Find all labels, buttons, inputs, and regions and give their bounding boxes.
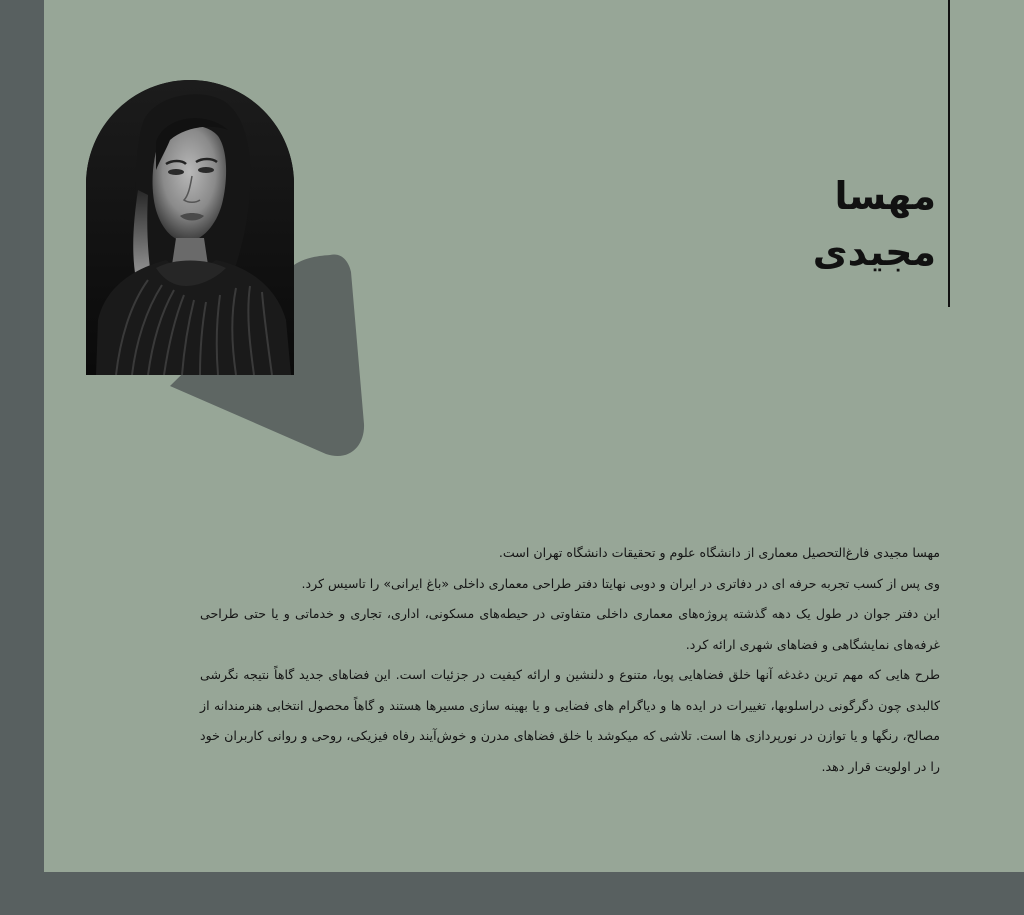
bio-paragraph: طرح هایی که مهم ترین دغدغه آنها خلق فضاهایی پویا، متنوع و دلنشین و ارائه کیفیت در جزئیات است. این فضاهای جدید گاهاً نتیجه نگرشی کالبدی چون دگرگونی دراسلوبها، تغییرات در ایده ها و دیاگرام های فضایی و یا بهینه سازی مسیرها هستند و گاهاً محصول انتخابی هنرمندانه از مصالح، رنگها و یا توازن در نورپردازی ها است. تلاشی که میکوشد با خلق فضاهای مدرن و خوش‌آیند رفاه فیزیکی، روحی و روانی کاربران خود را در اولویت قرار دهد. [200,667,940,774]
portrait-illustration [86,80,294,375]
bio-paragraph: این دفتر جوان در طول یک دهه گذشته پروژه‌های معماری داخلی متفاوتی در حیطه‌های مسکونی، اداری، تجاری و خدماتی و یا حتی طراحی غرفه‌های نمایشگاهی و فضاهای شهری ارائه کرد. [200,606,940,652]
content-panel [44,0,1024,872]
first-name: مهسا [834,174,936,218]
last-name: مجیدی [812,230,936,274]
bio-paragraph: وی پس از کسب تجربه حرفه ای در دفاتری در ایران و دوبی نهایتا دفتر طراحی معماری داخلی «باغ ایرانی» را تاسیس کرد. [301,575,940,591]
bio-paragraph: مهسا مجیدی فارغ‌التحصیل معماری از دانشگاه علوم و تحقیقات دانشگاه تهران است. [498,545,940,560]
profile-portrait [86,80,294,375]
profile-name [813,168,936,280]
vertical-divider [948,0,950,307]
biography-text [200,538,940,782]
